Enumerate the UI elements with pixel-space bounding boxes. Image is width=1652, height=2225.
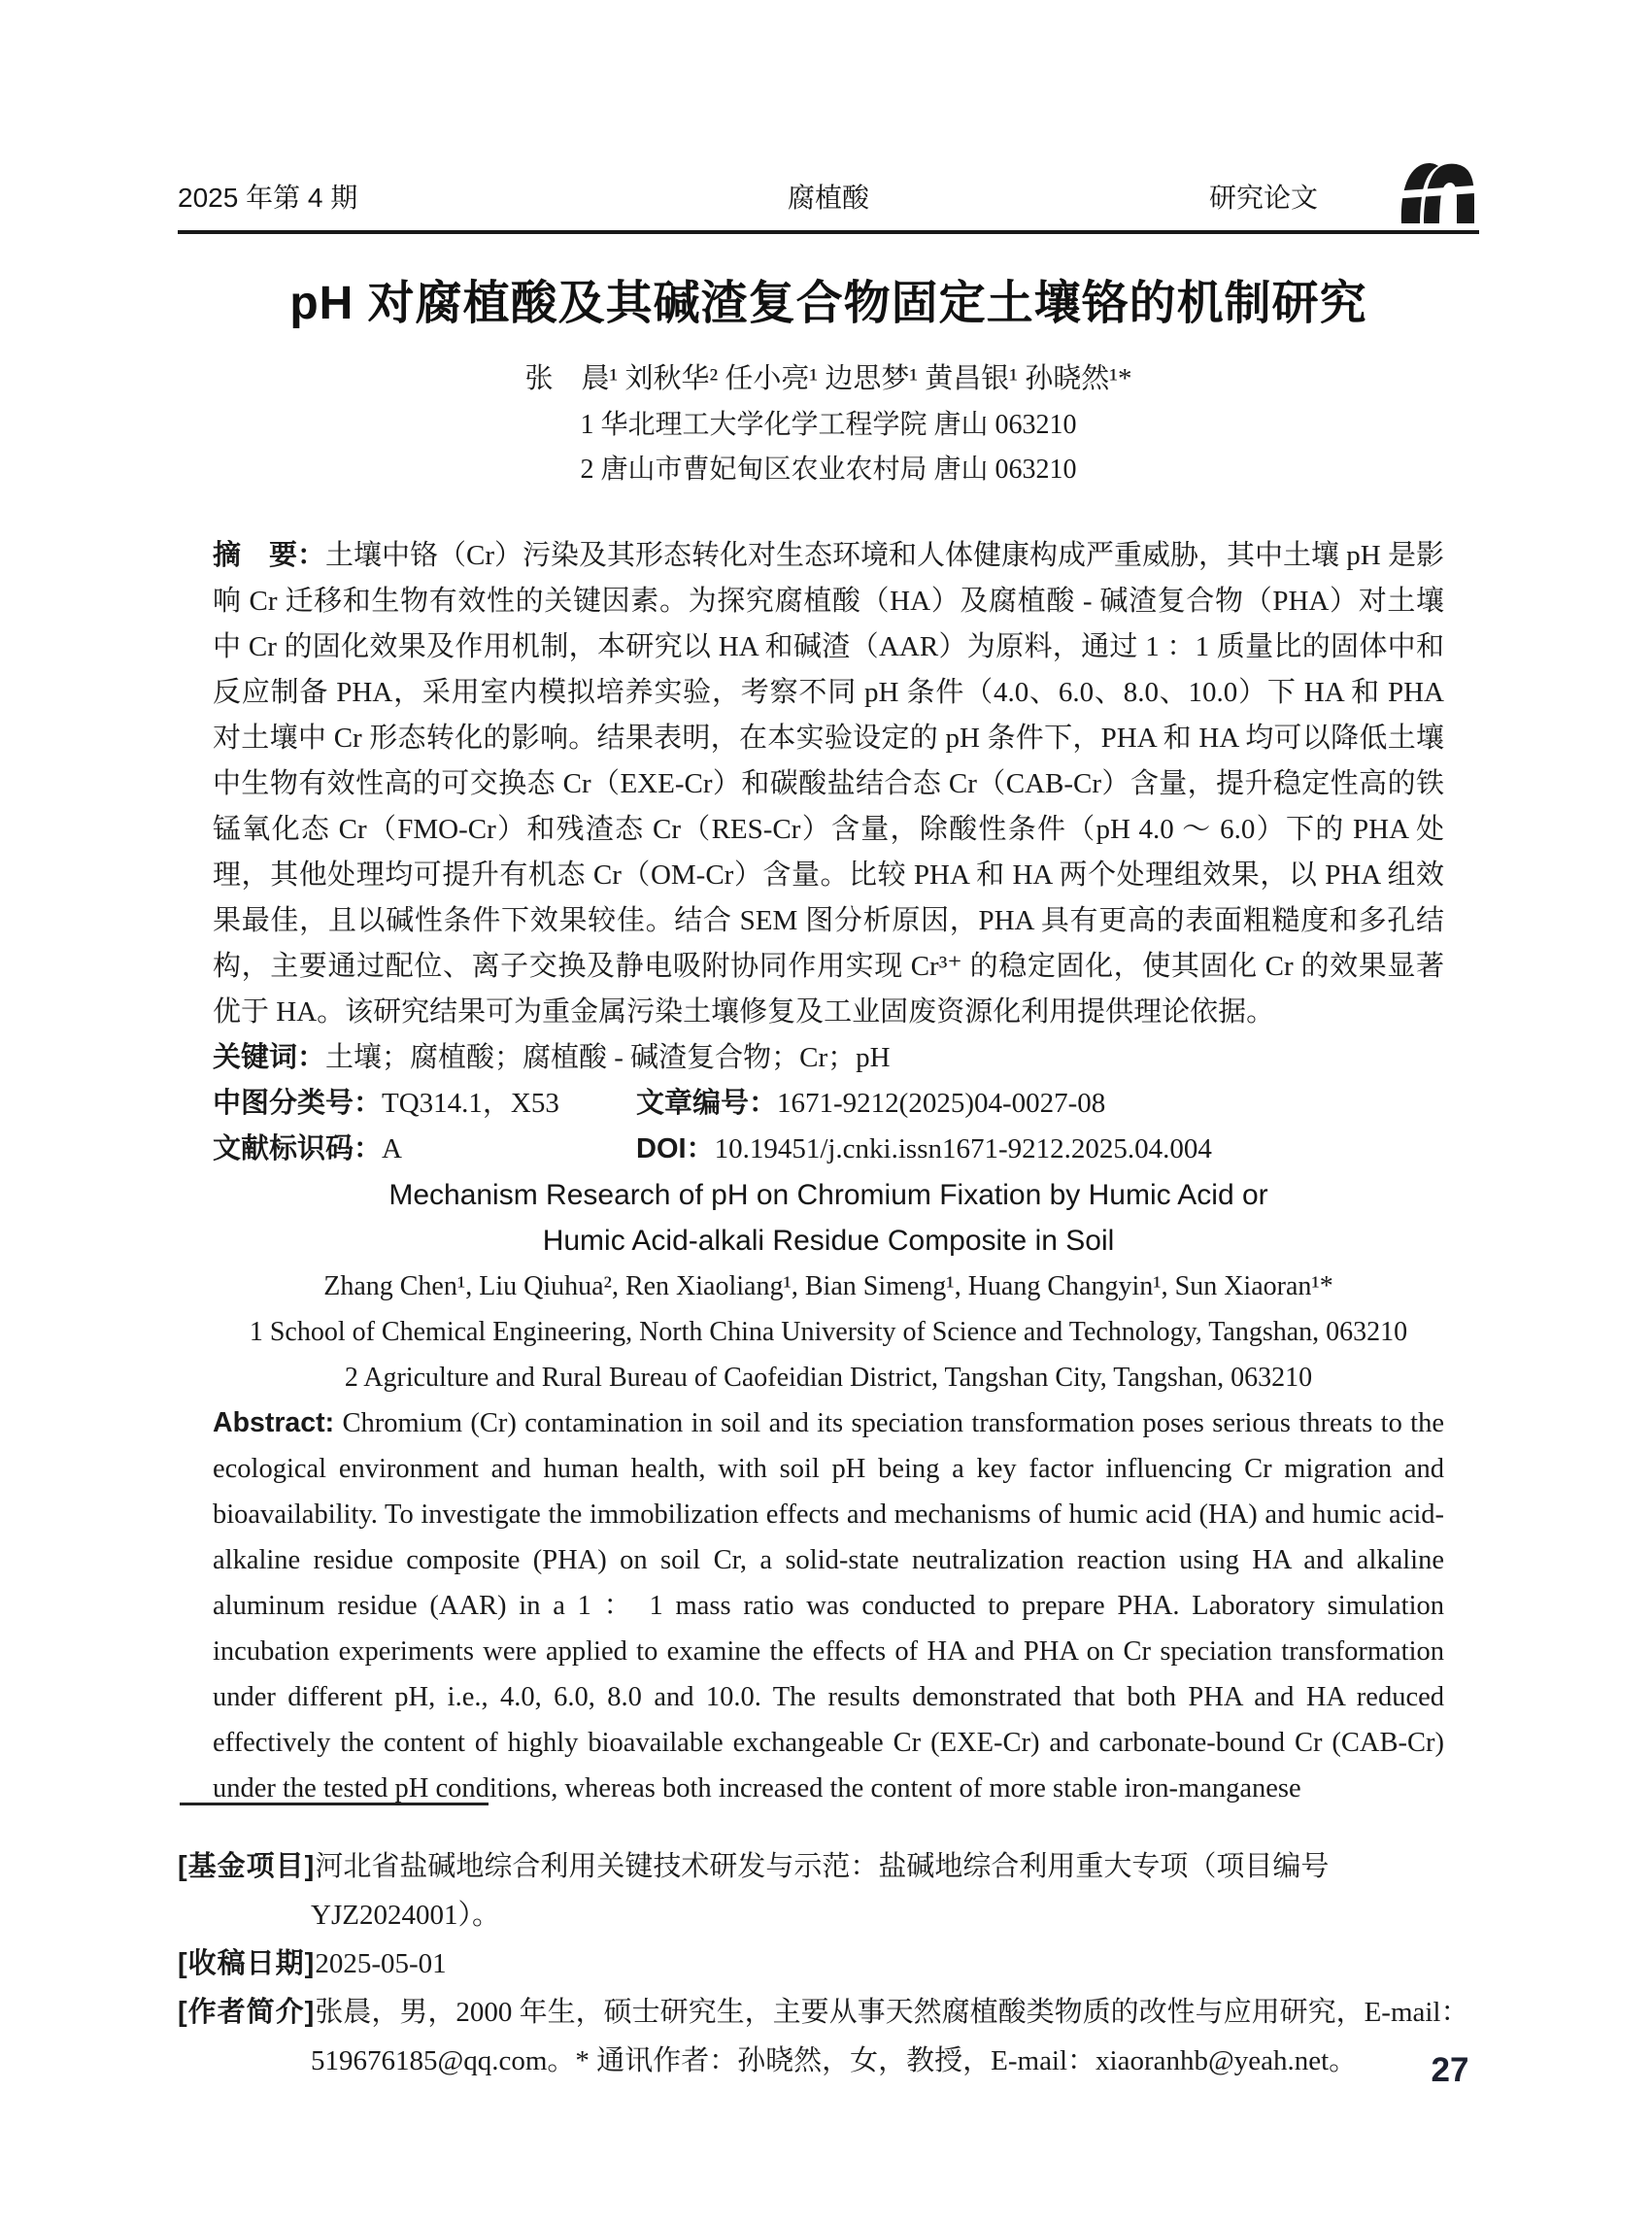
keywords-label: 关键词：	[213, 1042, 326, 1073]
doi-value: 10.19451/j.cnki.issn1671-9212.2025.04.004	[714, 1133, 1212, 1164]
article-id-value: 1671-9212(2025)04-0027-08	[777, 1088, 1106, 1119]
header-section-label: 研究论文	[1209, 183, 1319, 213]
page-content	[178, 0, 1479, 1811]
abstract-zh-label: 摘 要：	[213, 540, 326, 571]
keywords-row	[213, 1035, 1444, 1081]
doi-field	[636, 1127, 1212, 1172]
clc-label: 中图分类号：	[213, 1088, 383, 1119]
page-number: 27	[1431, 2051, 1469, 2089]
doc-code-label: 文献标识码：	[213, 1133, 383, 1164]
article-title-en-line2: Humic Acid-alkali Residue Composite in Soil	[542, 1225, 1115, 1257]
footnote-author-bio	[178, 1988, 1484, 2085]
keywords-text: 土壤；腐植酸；腐植酸 - 碱渣复合物；Cr；pH	[325, 1042, 891, 1073]
clc-value: TQ314.1，X53	[382, 1088, 559, 1119]
doi-label: DOI：	[636, 1133, 715, 1164]
page-header	[178, 161, 1479, 215]
header-journal-name: 腐植酸	[788, 183, 870, 213]
article-title-en-line1: Mechanism Research of pH on Chromium Fixation by Humic Acid or	[388, 1179, 1268, 1211]
doc-code-row	[213, 1127, 1444, 1172]
footnote-received-label: [收稿日期]	[178, 1948, 316, 1979]
affiliation-zh-1: 1 华北理工大学化学工程学院 唐山 063210	[580, 410, 1077, 440]
doc-code-value: A	[382, 1133, 402, 1164]
article-title-zh: pH 对腐植酸及其碱渣复合物固定土壤铬的机制研究	[289, 278, 1367, 329]
doc-code-field	[213, 1127, 636, 1172]
footnote-fund-label: [基金项目]	[178, 1851, 316, 1882]
affiliation-en-2: 2 Agriculture and Rural Bureau of Caofeidian District, Tangshan City, Tangshan, 063210	[344, 1363, 1313, 1393]
footnote-received-date	[178, 1939, 1484, 1988]
affiliation-zh-2: 2 唐山市曹妃甸区农业农村局 唐山 063210	[580, 455, 1077, 485]
abstract-en-text: Chromium (Cr) contamination in soil and its speciation transformation poses serious threats to the ecological environment and human health, with soil pH being a key factor influencing Cr migration and bioavailability. To investigate the immobilization effects and mechanisms of humic acid (HA) and humic acid-alkaline residue composite (PHA) on soil Cr, a solid-state neutralization reaction using HA and alkaline aluminum residue (AAR) in a 1 ： 1 mass ratio was conducted to prepare PHA. Laboratory simulation incubation experiments were applied to examine the effects of HA and PHA on Cr speciation transformation under different pH, i.e., 4.0, 6.0, 8.0 and 10.0. The results demonstrated that both PHA and HA reduced effectively the content of highly bioavailable exchangeable Cr (EXE-Cr) and carbonate-bound Cr (CAB-Cr) under the tested pH conditions, whereas both increased the content of more stable iron-manganese	[213, 1408, 1445, 1804]
abstract-en-label: Abstract:	[213, 1407, 335, 1438]
footnote-bio-text: 张晨，男，2000 年生，硕士研究生，主要从事天然腐植酸类物质的改性与应用研究，E-mail：519676185@qq.com。* 通讯作者：孙晓然，女，教授，E-mail：xiaoranhb@yeah.net。	[311, 1997, 1469, 2076]
footnote-fund-text: 河北省盐碱地综合利用关键技术研发与示范：盐碱地综合利用重大专项（项目编号 YJZ2024001）。	[311, 1851, 1330, 1931]
header-rule	[178, 230, 1479, 234]
affiliation-en-1: 1 School of Chemical Engineering, North China University of Science and Technology, Tangshan, 063210	[249, 1317, 1408, 1347]
authors-en: Zhang Chen¹, Liu Qiuhua², Ren Xiaoliang¹, Bian Simeng¹, Huang Changyin¹, Sun Xiaoran¹*	[323, 1271, 1333, 1301]
abstract-zh-text: 土壤中铬（Cr）污染及其形态转化对生态环境和人体健康构成严重威胁，其中土壤 pH 是影响 Cr 迁移和生物有效性的关键因素。为探究腐植酸（HA）及腐植酸 - 碱渣复合物（PHA）对土壤中 Cr 的固化效果及作用机制，本研究以 HA 和碱渣（AAR）为原料，通过 1 ：1 质量比的固体中和反应制备 PHA，采用室内模拟培养实验，考察不同 pH 条件（4.0、6.0、8.0、10.0）下 HA 和 PHA 对土壤中 Cr 形态转化的影响。结果表明，在本实验设定的 pH 条件下，PHA 和 HA 均可以降低土壤中生物有效性高的可交换态 Cr（EXE-Cr）和碳酸盐结合态 Cr（CAB-Cr）含量，提升稳定性高的铁锰氧化态 Cr（FMO-Cr）和残渣态 Cr（RES-Cr）含量，除酸性条件（pH 4.0 ～ 6.0）下的 PHA 处理，其他处理均可提升有机态 Cr（OM-Cr）含量。比较 PHA 和 HA 两个处理组效果，以 PHA 组效果最佳，且以碱性条件下效果较佳。结合 SEM 图分析原因，PHA 具有更高的表面粗糙度和多孔结构，主要通过配位、离子交换及静电吸附协同作用实现 Cr³⁺ 的稳定固化，使其固化 Cr 的效果显著优于 HA。该研究结果可为重金属污染土壤修复及工业固废资源化利用提供理论依据。	[213, 540, 1444, 1028]
clc-row	[213, 1081, 1444, 1127]
journal-logo-icon	[1386, 161, 1479, 231]
footnote-received-text: 2025-05-01	[315, 1948, 447, 1979]
article-id-label: 文章编号：	[636, 1088, 778, 1119]
footnote-bio-label: [作者简介]	[178, 1997, 316, 2028]
clc-field	[213, 1081, 636, 1127]
article-id-field	[636, 1081, 1105, 1127]
header-issue: 2025 年第 4 期	[178, 183, 358, 213]
abstract-en	[213, 1400, 1444, 1811]
header-right	[1045, 161, 1479, 215]
abstract-zh	[213, 533, 1444, 1035]
authors-zh: 张 晨¹ 刘秋华² 任小亮¹ 边思梦¹ 黄昌银¹ 孙晓然¹*	[524, 363, 1132, 394]
footnote-fund	[178, 1842, 1484, 1939]
footnote-rule	[180, 1803, 489, 1805]
footnotes	[178, 1803, 1484, 2085]
affiliations-zh	[178, 403, 1479, 492]
